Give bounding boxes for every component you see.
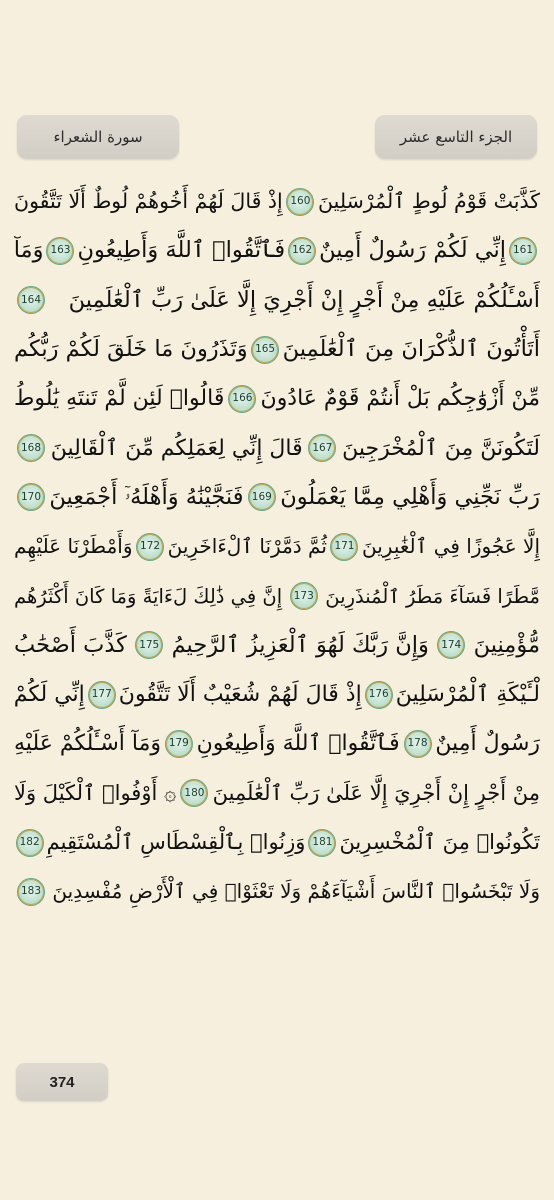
surah-name-label[interactable]: سورة الشعراء [17, 115, 179, 159]
verse-text: وَأَمْطَرْنَا عَلَيْهِم [14, 534, 133, 559]
verse-text: مِنْ أَجْرٍ إِنْ أَجْرِيَ إِلَّا عَلَىٰ رَبِّ ٱلْعَٰلَمِينَ [212, 780, 540, 805]
verse-text: أَسْـَٔلُكُمْ عَلَيْهِ مِنْ أَجْرٍ إِنْ أَجْرِيَ إِلَّا عَلَىٰ رَبِّ ٱلْعَٰلَمِينَ [68, 286, 540, 313]
verse-text: لَتَكُونَنَّ مِنَ ٱلْمُخْرَجِينَ [342, 435, 540, 461]
ayah-number-marker[interactable]: 169 [248, 483, 276, 511]
ayah-number-marker[interactable]: 162 [288, 237, 316, 265]
ayah-number-marker[interactable]: 166 [228, 385, 256, 413]
ayah-number-marker[interactable]: 168 [17, 434, 45, 462]
verse-text: قَالَ إِنِّي لِعَمَلِكُم مِّنَ ٱلْقَالِينَ [50, 435, 303, 461]
ayah-number-marker[interactable]: 180 [180, 779, 208, 807]
ayah-number-marker[interactable]: 173 [290, 582, 318, 610]
verse-line [14, 423, 540, 472]
verse-text: وَزِنُوا۟ بِٱلْقِسْطَاسِ ٱلْمُسْتَقِيمِ [46, 830, 306, 854]
ayah-number-marker[interactable]: 161 [509, 237, 537, 265]
verse-text: كَذَّبَتْ قَوْمُ لُوطٍ ٱلْمُرْسَلِينَ [318, 189, 540, 214]
ayah-number-marker[interactable]: 174 [437, 631, 465, 659]
verse-text: مَّطَرًا فَسَآءَ مَطَرُ ٱلْمُنذَرِينَ [325, 584, 540, 608]
verse-text: كَذَّبَ أَصْحَٰبُ [14, 631, 127, 658]
verse-text: أَتَأْتُونَ ٱلذُّكْرَانَ مِنَ ٱلْعَٰلَمِينَ [282, 336, 540, 363]
verse-text: رَسُولٌ أَمِينٌ [435, 731, 540, 757]
ayah-number-marker[interactable]: 163 [46, 237, 74, 265]
verse-text: إِلَّا عَجُوزًا فِي ٱلْغَٰبِرِينَ [362, 534, 540, 559]
verse-line [14, 522, 540, 571]
ayah-number-marker[interactable]: 164 [17, 286, 45, 314]
verse-line [14, 276, 540, 325]
ayah-number-marker[interactable]: 181 [308, 829, 336, 857]
verse-text: ثُمَّ دَمَّرْنَا ٱلْءَاخَرِينَ [167, 534, 327, 559]
verse-text: وَتَذَرُونَ مَا خَلَقَ لَكُمْ رَبُّكُم [14, 336, 248, 363]
verse-text: وَلَا تَبْخَسُوا۟ ٱلنَّاسَ أَشْيَآءَهُمْ وَلَا تَعْثَوْا۟ فِي ٱلْأَرْضِ مُفْسِدِينَ [52, 879, 540, 904]
ayah-number-marker[interactable]: 167 [308, 434, 336, 462]
verse-line [14, 374, 540, 423]
verse-text: مِّنْ أَزْوَٰجِكُم بَلْ أَنتُمْ قَوْمٌ عَادُونَ [260, 386, 540, 412]
ayah-number-marker[interactable]: 183 [17, 878, 45, 906]
verse-text: وَإِنَّ رَبَّكَ لَهُوَ ٱلْعَزِيزُ ٱلرَّحِيمُ [171, 631, 429, 658]
verse-line [14, 177, 540, 226]
verse-text: لْـَٔيْكَةِ ٱلْمُرْسَلِينَ [395, 682, 540, 708]
ayah-number-marker[interactable]: 177 [88, 681, 116, 709]
verse-text: إِنَّ فِي ذَٰلِكَ لَءَايَةً وَمَا كَانَ أَكْثَرُهُم [14, 584, 283, 608]
ayah-number-marker[interactable]: 182 [16, 829, 44, 857]
verse-text: إِنِّي لَكُمْ [14, 682, 85, 708]
verse-line [14, 226, 540, 275]
ayah-number-marker[interactable]: 176 [365, 681, 393, 709]
ayah-number-marker[interactable]: 178 [404, 730, 432, 758]
verse-text: رَبِّ نَجِّنِي وَأَهْلِي مِمَّا يَعْمَلُونَ [280, 483, 540, 510]
verse-text: تَكُونُوا۟ مِنَ ٱلْمُخْسِرِينَ [339, 830, 540, 854]
verse-text: وَمَآ [14, 237, 44, 264]
page-number-badge: 374 [16, 1063, 108, 1101]
verse-line [14, 818, 540, 867]
verse-text: إِذْ قَالَ لَهُمْ أَخُوهُمْ لُوطٌ أَلَا تَتَّقُونَ [14, 189, 283, 214]
ayah-number-marker[interactable]: 175 [135, 631, 163, 659]
verse-line [14, 325, 540, 374]
ayah-number-marker[interactable]: 172 [136, 533, 164, 561]
ayah-number-marker[interactable]: 165 [251, 336, 279, 364]
verse-text: إِنِّي لَكُمْ رَسُولٌ أَمِينٌ [319, 237, 506, 264]
verse-line [14, 867, 540, 916]
page-header [17, 115, 537, 163]
verse-line [14, 473, 540, 522]
ayah-number-marker[interactable]: 170 [17, 483, 45, 511]
ayah-number-marker[interactable]: 179 [165, 730, 193, 758]
verse-text: فَٱتَّقُوا۟ ٱللَّهَ وَأَطِيعُونِ [77, 237, 286, 264]
verses-text-block [14, 177, 540, 916]
verse-text: فَٱتَّقُوا۟ ٱللَّهَ وَأَطِيعُونِ [196, 731, 400, 757]
verse-line [14, 670, 540, 719]
verse-line [14, 571, 540, 620]
verse-line [14, 719, 540, 768]
verse-text: وَمَآ أَسْـَٔلُكُمْ عَلَيْهِ [14, 731, 162, 757]
verse-text: ۞ أَوْفُوا۟ ٱلْكَيْلَ وَلَا [14, 780, 177, 805]
verse-line [14, 621, 540, 670]
verse-text: مُّؤْمِنِينَ [473, 631, 540, 658]
verse-text: قَالُوا۟ لَئِن لَّمْ تَنتَهِ يَٰلُوطُ [14, 386, 225, 412]
ayah-number-marker[interactable]: 171 [330, 533, 358, 561]
verse-text: إِذْ قَالَ لَهُمْ شُعَيْبٌ أَلَا تَتَّقُونَ [118, 682, 362, 708]
verse-text: فَنَجَّيْنَٰهُ وَأَهْلَهُۥٓ أَجْمَعِينَ [49, 483, 244, 510]
ayah-number-marker[interactable]: 160 [286, 188, 314, 216]
verse-line [14, 769, 540, 818]
juz-label[interactable]: الجزء التاسع عشر [375, 115, 537, 159]
